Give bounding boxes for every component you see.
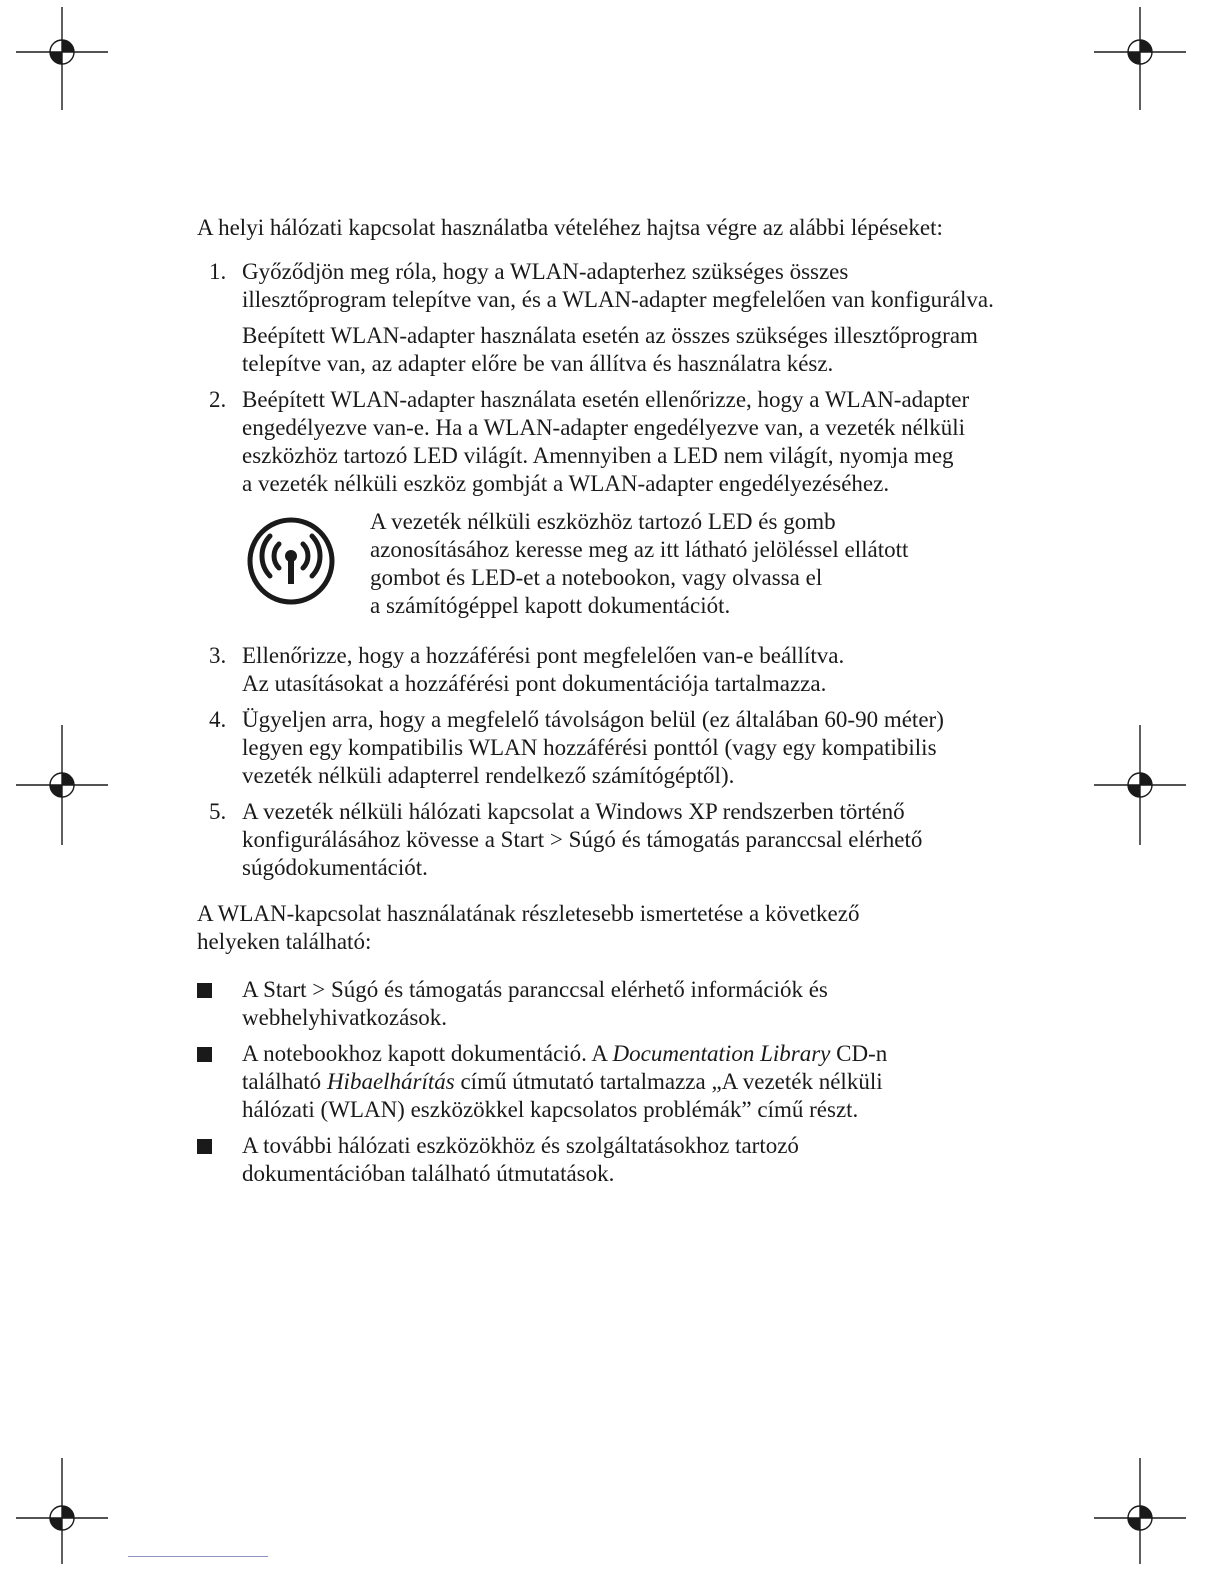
bullet-item [197, 1040, 1027, 1124]
step-line: telepítve van, az adapter előre be van állítva és használatra kész. [242, 351, 834, 376]
footer-rule [128, 1556, 268, 1557]
step-number: 2. [209, 387, 227, 412]
step-5 [197, 798, 1027, 882]
bullet-line: A notebookhoz kapott dokumentáció. A Documentation Library CD-n [242, 1041, 888, 1066]
registration-mark-bottom-left [0, 1448, 132, 1588]
registration-mark-bottom-right [1070, 1448, 1210, 1588]
paragraph-line: A WLAN-kapcsolat használatának részletesebb ismertetése a következő [197, 901, 860, 926]
step-line: A vezeték nélküli hálózati kapcsolat a Windows XP rendszerben történő [242, 799, 905, 824]
bullet-line: dokumentációban található útmutatások. [242, 1161, 615, 1186]
step-line: vezeték nélküli adapterrel rendelkező számítógéptől). [242, 763, 735, 788]
step-line: konfigurálásához kövesse a Start > Súgó és támogatás paranccsal elérhető [242, 827, 923, 852]
step-line: Beépített WLAN-adapter használata esetén ellenőrizze, hogy a WLAN-adapter [242, 387, 970, 412]
step-line: Győződjön meg róla, hogy a WLAN-adapterhez szükséges összes [242, 259, 849, 284]
bullet-item [197, 1132, 1027, 1188]
step-4 [197, 706, 1027, 790]
step-line: súgódokumentációt. [242, 855, 428, 880]
bullet-line: található Hibaelhárítás című útmutató tartalmazza „A vezeték nélküli [242, 1069, 883, 1094]
bullet-square-icon [197, 983, 212, 998]
page-content [197, 214, 1027, 1188]
note-line: A vezeték nélküli eszközhöz tartozó LED és gomb [370, 509, 836, 534]
troubleshooting-title: Hibaelhárítás [326, 1069, 455, 1094]
step-text [242, 258, 1027, 314]
step-number: 5. [209, 799, 227, 824]
info-bullet-list [197, 976, 1027, 1188]
note-line: azonosításához keresse meg az itt látható jelöléssel ellátott [370, 537, 909, 562]
registration-mark-middle-left [0, 715, 132, 855]
bullet-line: A Start > Súgó és támogatás paranccsal elérhető információk és [242, 977, 828, 1002]
bullet-line: hálózati (WLAN) eszközökkel kapcsolatos problémák” című részt. [242, 1097, 859, 1122]
step-2 [197, 386, 1027, 498]
step-1 [197, 258, 1027, 378]
documentation-library-title: Documentation Library [612, 1041, 831, 1066]
paragraph-line: helyeken található: [197, 929, 372, 954]
step-line: Ellenőrizze, hogy a hozzáférési pont megfelelően van-e beállítva. [242, 643, 845, 668]
registration-mark-top-right [1070, 0, 1210, 122]
step-text [242, 386, 1027, 498]
note-line: a számítógéppel kapott dokumentációt. [370, 593, 731, 618]
bullet-square-icon [197, 1047, 212, 1062]
step-line: engedélyezve van-e. Ha a WLAN-adapter engedélyezve van, a vezeték nélküli [242, 415, 966, 440]
step-line: Beépített WLAN-adapter használata esetén az összes szükséges illesztőprogram [242, 323, 978, 348]
step-line: Ügyeljen arra, hogy a megfelelő távolságon belül (ez általában 60-90 méter) [242, 707, 944, 732]
bullet-line: webhelyhivatkozások. [242, 1005, 448, 1030]
bullet-line: A további hálózati eszközökhöz és szolgáltatásokhoz tartozó [242, 1133, 799, 1158]
step-number: 3. [209, 643, 227, 668]
wireless-note [242, 508, 1027, 620]
note-line: gombot és LED-et a notebookon, vagy olvassa el [370, 565, 823, 590]
step-line: a vezeték nélküli eszköz gombját a WLAN-adapter engedélyezéséhez. [242, 471, 890, 496]
wireless-icon [246, 516, 336, 613]
step-line: Az utasításokat a hozzáférési pont dokumentációja tartalmazza. [242, 671, 827, 696]
step-line: eszközhöz tartozó LED világít. Amennyiben a LED nem világít, nyomja meg [242, 443, 954, 468]
intro-paragraph: A helyi hálózati kapcsolat használatba vételéhez hajtsa végre az alábbi lépéseket: [197, 215, 943, 240]
step-number: 4. [209, 707, 227, 732]
more-info-paragraph [197, 900, 1027, 956]
step-note [242, 322, 1027, 378]
bullet-square-icon [197, 1139, 212, 1154]
step-number: 1. [209, 259, 227, 284]
step-line: illesztőprogram telepítve van, és a WLAN-adapter megfelelően van konfigurálva. [242, 287, 994, 312]
bullet-item [197, 976, 1027, 1032]
step-line: legyen egy kompatibilis WLAN hozzáférési ponttól (vagy egy kompatibilis [242, 735, 937, 760]
step-3 [197, 642, 1027, 698]
registration-mark-top-left [0, 0, 132, 122]
registration-mark-middle-right [1070, 715, 1210, 855]
